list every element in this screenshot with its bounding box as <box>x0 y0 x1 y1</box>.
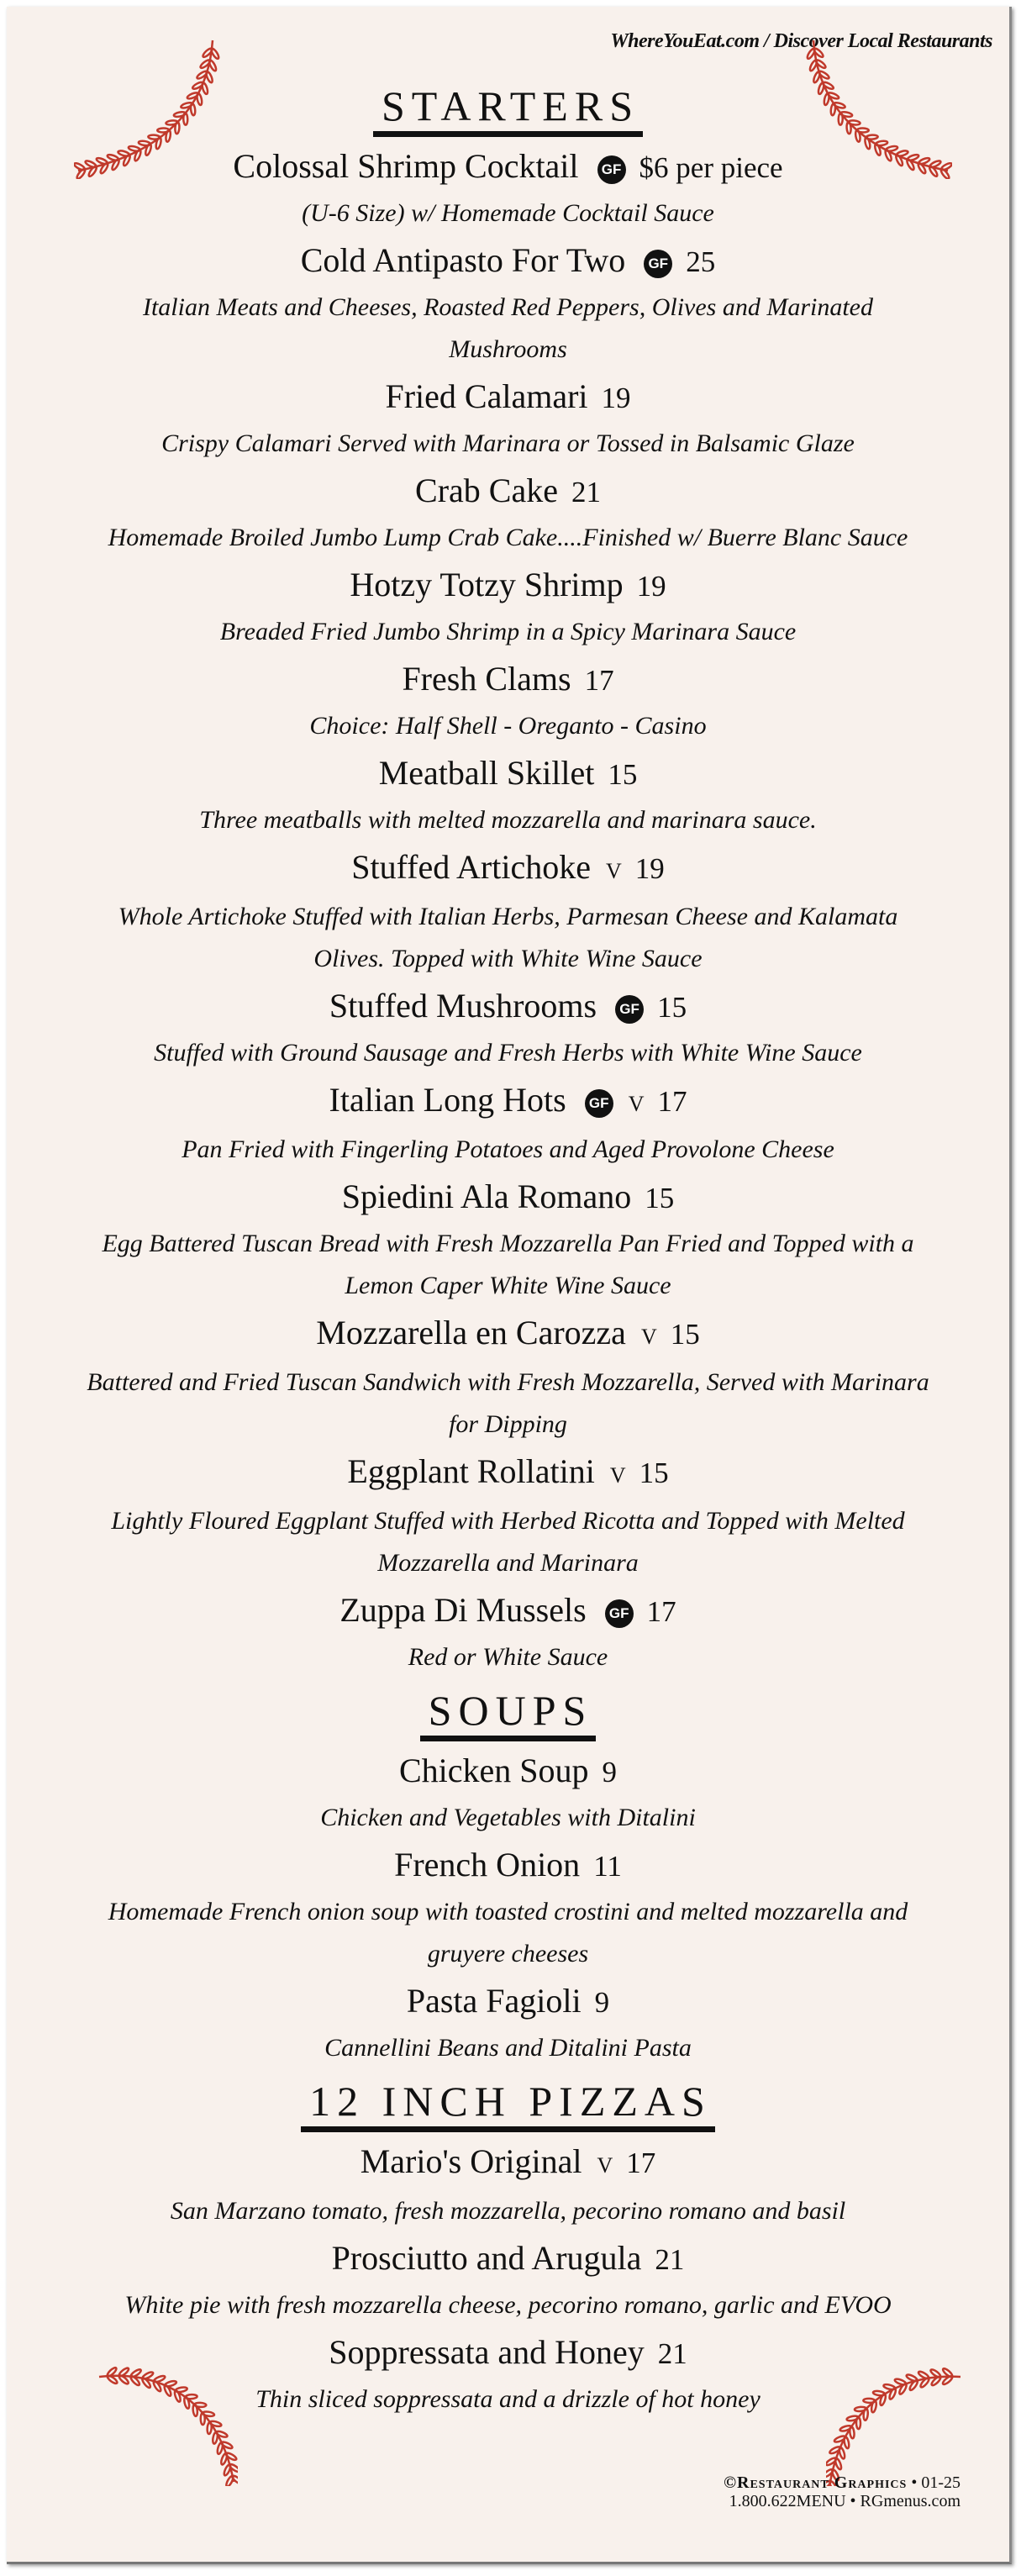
menu-item-name: Spiedini Ala Romano <box>341 1177 632 1215</box>
menu-item-price: 19 <box>636 570 666 603</box>
menu-item-title <box>7 1841 1009 1891</box>
menu-item-title <box>7 2234 1009 2284</box>
menu-item-title <box>7 236 1009 287</box>
menu-item-description: White pie with fresh mozzarella cheese, pecorino romano, garlic and EVOO <box>124 2291 892 2319</box>
menu-item-title <box>7 749 1009 799</box>
menu-item-title <box>7 1586 1009 1636</box>
footer-date: • 01-25 <box>911 2473 960 2492</box>
site-tagline: WhereYouEat.com / Discover Local Restaurants <box>610 30 992 52</box>
menu-item-name: Crab Cake <box>415 471 558 509</box>
menu-item-name: Mozzarella en Carozza <box>316 1314 626 1351</box>
gluten-free-icon: GF <box>615 995 644 1024</box>
section-title: 12 INCH PIZZAS <box>301 2078 715 2132</box>
menu-item-name: Fried Calamari <box>385 377 588 415</box>
menu-item-title <box>7 1746 1009 1797</box>
menu-item-name: Chicken Soup <box>398 1752 589 1789</box>
menu-item-description: Lightly Floured Eggplant Stuffed with Herbed Ricotta and Topped with Melted Mozzarella and Marinara <box>111 1507 905 1577</box>
menu-item-price: 15 <box>608 758 638 791</box>
menu-item-name: Stuffed Mushrooms <box>329 987 597 1025</box>
menu-item-price: 21 <box>571 476 601 508</box>
menu-item-price: 15 <box>670 1318 700 1351</box>
menu-item-title <box>7 561 1009 611</box>
menu-item-description: Whole Artichoke Stuffed with Italian Herbs, Parmesan Cheese and Kalamata Olives. Topped with White Wine Sauce <box>118 903 898 972</box>
menu-item-price: 17 <box>584 664 614 697</box>
menu-item-price: 21 <box>655 2243 685 2276</box>
menu-item-title <box>7 1076 1009 1129</box>
menu-item-title <box>7 843 1009 896</box>
menu-item-name: Meatball Skillet <box>378 754 595 792</box>
menu-item-description: San Marzano tomato, fresh mozzarella, pecorino romano and basil <box>170 2197 846 2225</box>
menu-item-price: 19 <box>634 852 665 885</box>
menu-item-price: 17 <box>646 1595 676 1628</box>
footer-brand: ©Restaurant Graphics <box>724 2473 908 2492</box>
menu-item-description: Cannellini Beans and Ditalini Pasta <box>324 2034 692 2062</box>
menu-item-title <box>7 142 1009 192</box>
menu-item-title <box>7 1309 1009 1362</box>
vegetarian-icon: V <box>609 1463 626 1488</box>
menu-item-name: Cold Antipasto For Two <box>300 241 626 279</box>
menu-item-title <box>7 2137 1009 2190</box>
menu-item-name: Mario's Original <box>360 2142 582 2180</box>
menu-item-name: Stuffed Artichoke <box>351 848 591 886</box>
menu-item-title <box>7 372 1009 423</box>
menu-item-description: (U-6 Size) w/ Homemade Cocktail Sauce <box>302 199 714 227</box>
menu-item-name: Fresh Clams <box>402 660 571 698</box>
menu-item-price: 19 <box>601 382 631 414</box>
menu-item-title <box>7 655 1009 705</box>
menu-item-price: 15 <box>639 1457 669 1489</box>
gluten-free-icon: GF <box>605 1599 634 1628</box>
menu-item-price: 25 <box>686 245 716 278</box>
menu-item-title <box>7 2328 1009 2378</box>
menu-item-description: Egg Battered Tuscan Bread with Fresh Mozzarella Pan Fried and Topped with a Lemon Caper White Wine Sauce <box>102 1230 914 1299</box>
vegetarian-icon: V <box>597 2153 613 2178</box>
footer-contact: 1.800.622MENU • RGmenus.com <box>729 2492 960 2510</box>
menu-item-price: 15 <box>645 1182 675 1214</box>
menu-item-description: Homemade French onion soup with toasted crostini and melted mozzarella and gruyere cheeses <box>108 1898 908 1968</box>
menu-item-price: 17 <box>626 2147 656 2179</box>
section-header-wrap <box>7 2078 1009 2137</box>
menu-item-title <box>7 982 1009 1032</box>
menu-item-title <box>7 1172 1009 1223</box>
menu-item-description: Chicken and Vegetables with Ditalini <box>320 1804 696 1831</box>
menu-item-name: Hotzy Totzy Shrimp <box>350 566 624 603</box>
vegetarian-icon: V <box>640 1325 657 1349</box>
menu-item-title <box>7 466 1009 517</box>
vegetarian-icon: V <box>628 1092 645 1116</box>
menu-item-price: 9 <box>594 1986 610 2019</box>
menu-item-title <box>7 1977 1009 2027</box>
section-header-wrap <box>7 82 1009 142</box>
footer-credits <box>724 2473 960 2510</box>
menu-item-name: Italian Long Hots <box>329 1081 566 1119</box>
menu-item-price: 21 <box>657 2337 687 2370</box>
menu-item-description: Homemade Broiled Jumbo Lump Crab Cake....Finished w/ Buerre Blanc Sauce <box>108 524 908 551</box>
menu-item-name: Colossal Shrimp Cocktail <box>233 147 579 185</box>
menu-item-description: Battered and Fried Tuscan Sandwich with Fresh Mozzarella, Served with Marinara for Dipping <box>87 1368 929 1438</box>
menu-item-description: Thin sliced soppressata and a drizzle of hot honey <box>255 2385 760 2413</box>
menu-item-price: 9 <box>602 1756 618 1788</box>
menu-item-title <box>7 1447 1009 1500</box>
menu-item-price: 17 <box>657 1085 687 1118</box>
gluten-free-icon: GF <box>644 250 672 278</box>
menu-item-description: Stuffed with Ground Sausage and Fresh Herbs with White Wine Sauce <box>154 1039 862 1067</box>
menu-item-name: Prosciutto and Arugula <box>331 2239 642 2277</box>
menu-item-description: Choice: Half Shell - Oreganto - Casino <box>309 712 707 740</box>
section-title: STARTERS <box>373 82 643 137</box>
menu-page <box>7 7 1012 2564</box>
menu-item-description: Crispy Calamari Served with Marinara or Tossed in Balsamic Glaze <box>161 429 855 457</box>
gluten-free-icon: GF <box>597 155 626 184</box>
section-header-wrap <box>7 1687 1009 1746</box>
menu-item-name: Eggplant Rollatini <box>347 1452 595 1490</box>
menu-item-description: Pan Fried with Fingerling Potatoes and Aged Provolone Cheese <box>182 1135 834 1163</box>
menu-item-description: Three meatballs with melted mozzarella and marinara sauce. <box>199 806 817 834</box>
menu-item-price: 15 <box>657 991 687 1024</box>
menu-item-name: French Onion <box>394 1846 581 1883</box>
menu-item-name: Zuppa Di Mussels <box>339 1591 587 1629</box>
menu-content <box>7 74 1009 2422</box>
menu-item-name: Soppressata and Honey <box>329 2333 645 2371</box>
vegetarian-icon: V <box>605 859 622 883</box>
menu-item-name: Pasta Fagioli <box>406 1982 582 2020</box>
menu-item-price: 11 <box>593 1850 622 1883</box>
gluten-free-icon: GF <box>585 1089 613 1118</box>
menu-item-price: $6 per piece <box>639 151 783 184</box>
menu-item-description: Breaded Fried Jumbo Shrimp in a Spicy Marinara Sauce <box>219 618 797 645</box>
section-title: SOUPS <box>420 1687 597 1741</box>
menu-item-description: Red or White Sauce <box>408 1643 608 1671</box>
menu-item-description: Italian Meats and Cheeses, Roasted Red Peppers, Olives and Marinated Mushrooms <box>142 293 873 363</box>
